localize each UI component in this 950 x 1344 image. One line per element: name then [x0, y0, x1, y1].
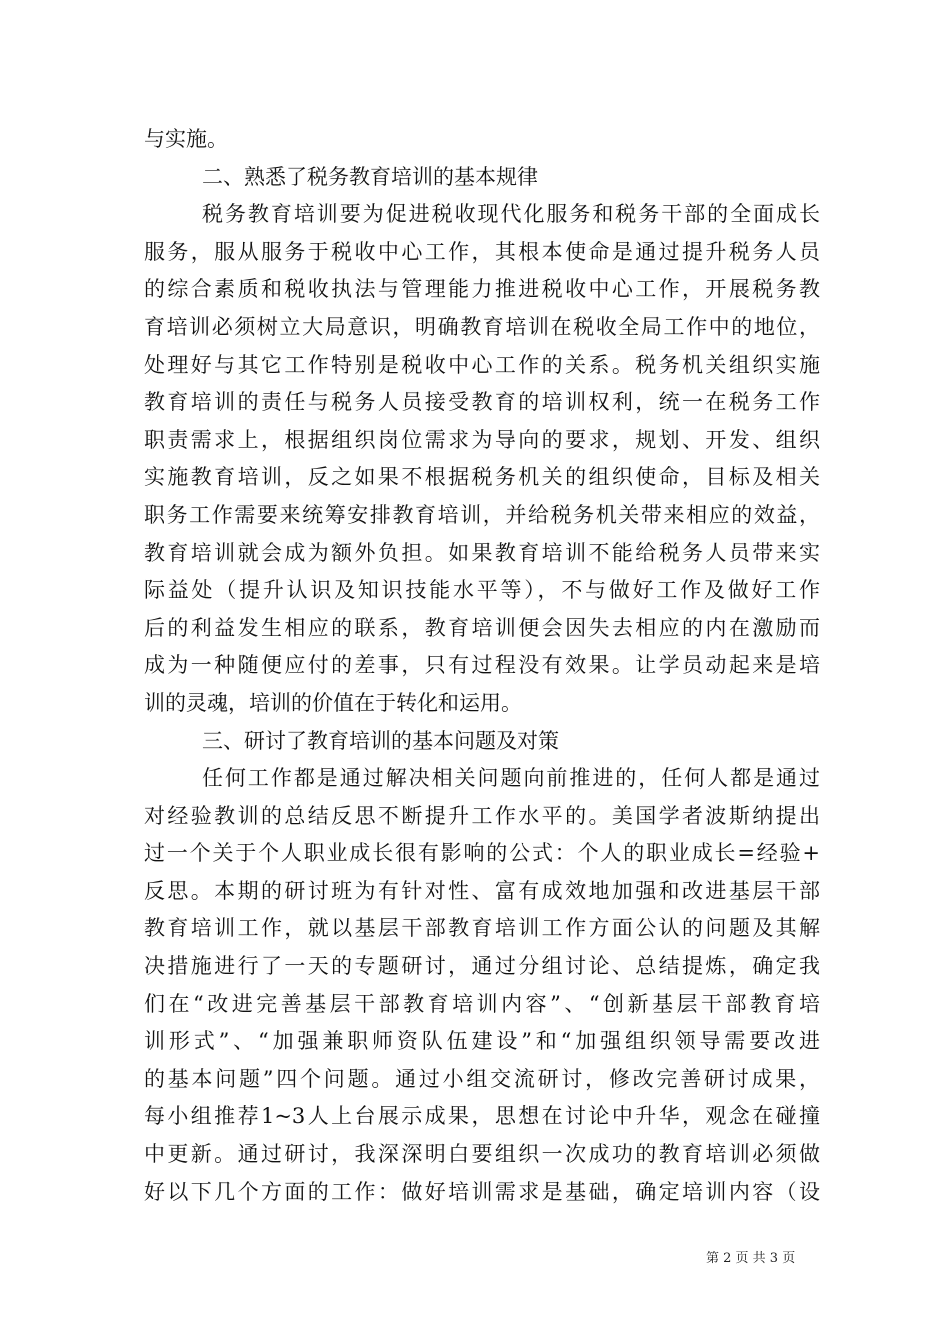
- text-line: 教育培训工作，就以基层干部教育培训工作方面公认的问题及其解: [144, 916, 820, 941]
- text-line: 反思。本期的研讨班为有针对性、富有成效地加强和改进基层干部: [144, 878, 820, 903]
- text-line: 过一个关于个人职业成长很有影响的公式：个人的职业成长=经验+: [144, 841, 820, 866]
- text-line: 教育培训的责任与税务人员接受教育的培训权利，统一在税务工作: [144, 390, 820, 415]
- text-line: 任何工作都是通过解决相关问题向前推进的，任何人都是通过: [202, 766, 820, 791]
- text-line: 教育培训就会成为额外负担。如果教育培训不能给税务人员带来实: [144, 540, 820, 565]
- section-heading: 二、熟悉了税务教育培训的基本规律: [202, 164, 538, 189]
- page-number: 第 2 页 共 3 页: [706, 1251, 796, 1266]
- text-line: 职务工作需要来统筹安排教育培训，并给税务机关带来相应的效益，: [144, 502, 820, 527]
- text-line: 成为一种随便应付的差事，只有过程没有效果。让学员动起来是培: [144, 653, 820, 678]
- text-line: 实施教育培训，反之如果不根据税务机关的组织使命，目标及相关: [144, 465, 820, 490]
- text-line: 训的灵魂，培训的价值在于转化和运用。: [144, 690, 522, 715]
- text-line: 的综合素质和税收执法与管理能力推进税收中心工作，开展税务教: [144, 277, 820, 302]
- text-line: 与实施。: [144, 127, 228, 151]
- text-line: 中更新。通过研讨，我深深明白要组织一次成功的教育培训必须做: [144, 1142, 820, 1167]
- text-line: 育培训必须树立大局意识，明确教育培训在税收全局工作中的地位，: [144, 314, 820, 339]
- text-line: 的基本问题”四个问题。通过小组交流研讨，修改完善研讨成果，: [144, 1066, 820, 1091]
- text-line: 每小组推荐1~3人上台展示成果，思想在讨论中升华，观念在碰撞: [144, 1104, 820, 1129]
- text-line: 们在“改进完善基层干部教育培训内容”、“创新基层干部教育培: [144, 991, 820, 1016]
- text-line: 处理好与其它工作特别是税收中心工作的关系。税务机关组织实施: [144, 352, 820, 377]
- document-body: [144, 121, 820, 1211]
- section-heading: 三、研讨了教育培训的基本问题及对策: [202, 728, 559, 753]
- text-line: 际益处（提升认识及知识技能水平等），不与做好工作及做好工作: [144, 578, 820, 603]
- text-line: 税务教育培训要为促进税收现代化服务和税务干部的全面成长: [202, 202, 820, 227]
- text-line: 服务，服从服务于税收中心工作，其根本使命是通过提升税务人员: [144, 239, 820, 264]
- text-line: 职责需求上，根据组织岗位需求为导向的要求，规划、开发、组织: [144, 427, 820, 452]
- text-line: 决措施进行了一天的专题研讨，通过分组讨论、总结提炼，确定我: [144, 954, 820, 979]
- text-line: 对经验教训的总结反思不断提升工作水平的。美国学者波斯纳提出: [144, 803, 820, 828]
- text-line: 后的利益发生相应的联系，教育培训便会因失去相应的内在激励而: [144, 615, 820, 640]
- text-line: 训形式”、“加强兼职师资队伍建设”和“加强组织领导需要改进: [144, 1029, 820, 1054]
- text-line: 好以下几个方面的工作：做好培训需求是基础，确定培训内容（设: [144, 1179, 820, 1204]
